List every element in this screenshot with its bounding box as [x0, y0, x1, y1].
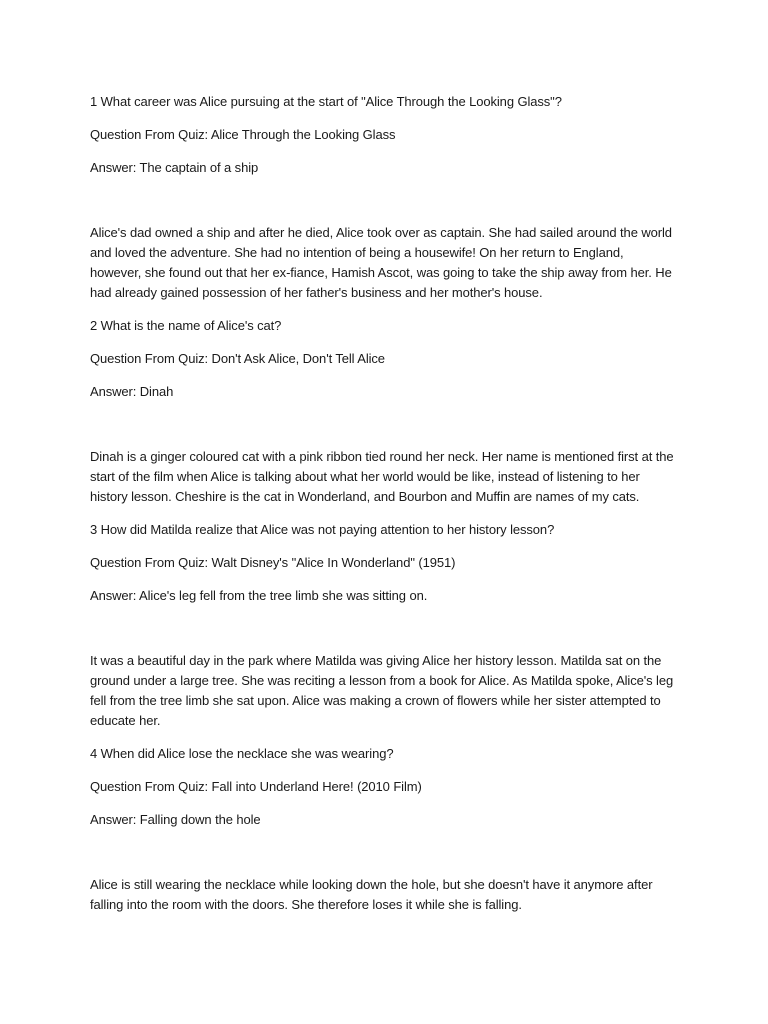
question-3-answer: Answer: Alice's leg fell from the tree limb she was sitting on.	[90, 588, 428, 603]
question-4-quiz: Question From Quiz: Fall into Underland Here! (2010 Film)	[90, 779, 422, 794]
question-3-explanation-line: fell from the tree limb she sat upon. Alice was making a crown of flowers while her sister attempted to	[90, 693, 661, 708]
question-3-explanation-line: It was a beautiful day in the park where Matilda was giving Alice her history lesson. Matilda sat on the	[90, 653, 662, 668]
question-3-quiz: Question From Quiz: Walt Disney's "Alice In Wonderland" (1951)	[90, 555, 456, 570]
question-4-explanation-line: falling into the room with the doors. She therefore loses it while she is falling.	[90, 897, 522, 912]
question-1-explanation-line: and loved the adventure. She had no intention of being a housewife! On her return to England,	[90, 245, 624, 260]
question-2-answer: Answer: Dinah	[90, 384, 174, 399]
question-3-explanation-line: educate her.	[90, 713, 161, 728]
question-2-explanation-line: history lesson. Cheshire is the cat in Wonderland, and Bourbon and Muffin are names of my cats.	[90, 489, 640, 504]
question-1-explanation-line: had already gained possession of her father's business and her mother's house.	[90, 285, 543, 300]
question-1-answer: Answer: The captain of a ship	[90, 160, 259, 175]
question-1-text: 1 What career was Alice pursuing at the start of "Alice Through the Looking Glass"?	[90, 94, 562, 109]
question-4-text: 4 When did Alice lose the necklace she was wearing?	[90, 746, 394, 761]
question-3-explanation-line: ground under a large tree. She was reciting a lesson from a book for Alice. As Matilda spoke, Alice's leg	[90, 673, 674, 688]
question-4-explanation-line: Alice is still wearing the necklace while looking down the hole, but she doesn't have it anymore after	[90, 877, 653, 892]
question-2-explanation-line: Dinah is a ginger coloured cat with a pink ribbon tied round her neck. Her name is mentioned first at the	[90, 449, 674, 464]
question-2-quiz: Question From Quiz: Don't Ask Alice, Don't Tell Alice	[90, 351, 385, 366]
question-2-text: 2 What is the name of Alice's cat?	[90, 318, 282, 333]
question-1-explanation-line: however, she found out that her ex-fiance, Hamish Ascot, was going to take the ship away from her. He	[90, 265, 672, 280]
question-1-quiz: Question From Quiz: Alice Through the Looking Glass	[90, 127, 396, 142]
question-1-explanation-line: Alice's dad owned a ship and after he died, Alice took over as captain. She had sailed around the world	[90, 225, 672, 240]
question-3-text: 3 How did Matilda realize that Alice was not paying attention to her history lesson?	[90, 522, 555, 537]
question-4-answer: Answer: Falling down the hole	[90, 812, 261, 827]
question-2-explanation-line: start of the film when Alice is talking about what her world would be like, instead of listening to her	[90, 469, 640, 484]
